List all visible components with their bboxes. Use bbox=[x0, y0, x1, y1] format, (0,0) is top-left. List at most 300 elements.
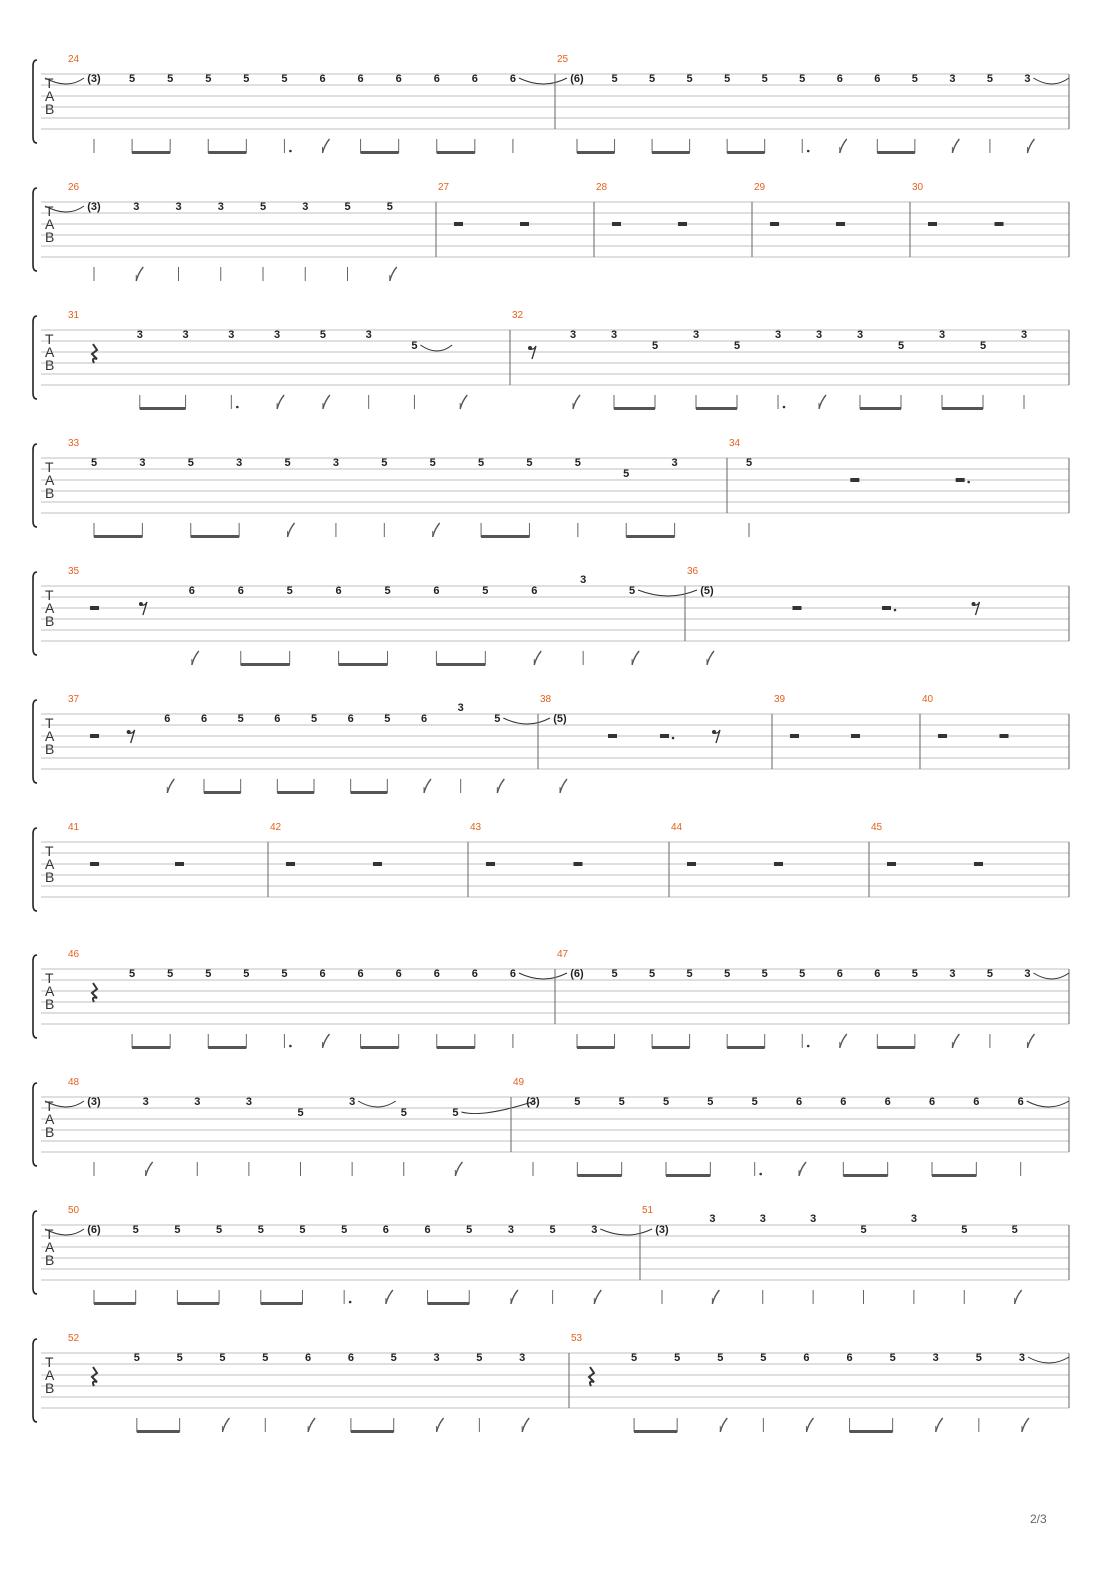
beam bbox=[437, 1046, 475, 1049]
tab-clef-letter: T bbox=[45, 75, 54, 91]
fret-number: 3 bbox=[142, 1096, 149, 1108]
tab-clef-letter: A bbox=[45, 600, 55, 616]
beam bbox=[932, 1174, 976, 1177]
beam bbox=[652, 1046, 690, 1049]
fret-number: 6 bbox=[395, 73, 402, 85]
tie-arc bbox=[600, 1229, 652, 1235]
system-bracket bbox=[33, 572, 37, 655]
fret-number: 3 bbox=[194, 1096, 201, 1108]
tie-arc bbox=[1028, 1357, 1069, 1363]
beam bbox=[140, 407, 186, 410]
fret-number: 6 bbox=[395, 968, 402, 980]
fret-number: 5 bbox=[751, 1096, 758, 1108]
beam bbox=[94, 535, 142, 538]
eighth-flag bbox=[522, 1418, 529, 1432]
fret-number: 5 bbox=[381, 457, 388, 469]
duration-dot bbox=[783, 406, 786, 409]
fret-number: 5 bbox=[618, 1096, 625, 1108]
tie-arc bbox=[503, 718, 550, 724]
tab-clef-letter: B bbox=[45, 1252, 55, 1268]
fret-number: 5 bbox=[176, 1352, 183, 1364]
half-rest bbox=[995, 222, 1004, 226]
half-rest bbox=[1000, 734, 1009, 738]
fret-number: 5 bbox=[911, 73, 918, 85]
fret-number: 5 bbox=[482, 585, 489, 597]
tab-clef-letter: T bbox=[45, 1354, 54, 1370]
beam bbox=[208, 151, 246, 154]
fret-number: 3 bbox=[457, 702, 464, 714]
fret-number: 5 bbox=[986, 73, 993, 85]
fret-number: 5 bbox=[284, 457, 291, 469]
fret-number: 3 bbox=[365, 329, 372, 341]
tab-clef-letter: B bbox=[45, 869, 55, 885]
eighth-flag bbox=[424, 779, 431, 793]
fret-number: 5 bbox=[662, 1096, 670, 1108]
fret-number: 5 bbox=[466, 1224, 473, 1236]
fret-number: 3 bbox=[692, 329, 700, 341]
fret-number: 5 bbox=[478, 457, 485, 469]
fret-number: 5 bbox=[187, 457, 194, 469]
beam bbox=[727, 151, 765, 154]
beam bbox=[634, 1430, 677, 1433]
fret-number: 6 bbox=[836, 73, 843, 85]
fret-number: 5 bbox=[90, 457, 98, 469]
fret-number: 5 bbox=[259, 201, 267, 213]
fret-number: 5 bbox=[319, 329, 326, 341]
bar-number: 30 bbox=[912, 182, 924, 193]
fret-number: 6 bbox=[433, 968, 440, 980]
fret-number: 5 bbox=[452, 1107, 459, 1119]
eighth-flag bbox=[323, 1034, 330, 1048]
eighth-flag bbox=[455, 1162, 462, 1176]
tab-clef-letter: B bbox=[45, 485, 55, 501]
fret-number: 5 bbox=[257, 1224, 264, 1236]
bar-number: 24 bbox=[68, 54, 80, 65]
bar-number: 41 bbox=[68, 822, 80, 833]
fret-number: 6 bbox=[357, 73, 364, 85]
fret-number: 3 bbox=[932, 1352, 939, 1364]
fret-number: 5 bbox=[574, 1096, 581, 1108]
fret-number: 6 bbox=[357, 968, 364, 980]
eighth-flag bbox=[146, 1162, 153, 1176]
beam bbox=[481, 535, 529, 538]
fret-number: 6 bbox=[531, 585, 538, 597]
fret-number: 5 bbox=[574, 457, 581, 469]
bar-number: 28 bbox=[596, 182, 608, 193]
bar-number: 35 bbox=[68, 566, 80, 577]
beam bbox=[652, 151, 690, 154]
tab-clef-letter: B bbox=[45, 613, 55, 629]
eighth-flag bbox=[136, 267, 143, 281]
fret-number: 5 bbox=[611, 73, 618, 85]
fret-number: 6 bbox=[509, 968, 516, 980]
tab-clef-letter: A bbox=[45, 216, 55, 232]
eighth-flag bbox=[288, 523, 295, 537]
half-rest bbox=[974, 862, 983, 866]
tie-arc bbox=[519, 78, 567, 84]
bar-number: 47 bbox=[557, 949, 569, 960]
fret-number: 6 bbox=[164, 713, 171, 725]
beam bbox=[428, 1302, 470, 1305]
half-rest bbox=[660, 734, 669, 738]
half-rest bbox=[851, 734, 860, 738]
fret-number: 5 bbox=[286, 585, 293, 597]
fret-number: 6 bbox=[319, 73, 326, 85]
half-rest bbox=[956, 478, 965, 482]
fret-number: 3 bbox=[910, 1213, 917, 1225]
system-bracket bbox=[33, 1083, 37, 1166]
fret-number: 5 bbox=[133, 1352, 140, 1364]
quarter-rest bbox=[589, 1367, 594, 1386]
tab-clef-letter: T bbox=[45, 715, 54, 731]
fret-number: 6 bbox=[420, 713, 428, 725]
fret-number: 5 bbox=[799, 73, 806, 85]
fret-number: 5 bbox=[897, 340, 905, 352]
quarter-rest bbox=[92, 983, 97, 1002]
bar-number: 38 bbox=[540, 694, 552, 705]
half-rest bbox=[687, 862, 696, 866]
eighth-flag bbox=[560, 779, 567, 793]
fret-number: 6 bbox=[840, 1096, 847, 1108]
tab-clef-letter: A bbox=[45, 472, 55, 488]
half-rest bbox=[790, 734, 799, 738]
tab-clef-letter: T bbox=[45, 587, 54, 603]
fret-number: 3 bbox=[182, 329, 189, 341]
beam bbox=[137, 1430, 180, 1433]
system-bracket bbox=[33, 700, 37, 783]
rest-dot bbox=[672, 737, 675, 740]
tab-clef-letter: A bbox=[45, 1367, 55, 1383]
fret-number: 6 bbox=[795, 1096, 803, 1108]
duration-dot bbox=[349, 1301, 352, 1304]
fret-number: 6 bbox=[319, 968, 326, 980]
fret-number: 3 bbox=[759, 1213, 766, 1225]
bar-number: 26 bbox=[68, 182, 80, 193]
eighth-flag bbox=[707, 651, 714, 665]
fret-number: 3 bbox=[938, 329, 946, 341]
tab-clef-letter: B bbox=[45, 1124, 55, 1140]
fret-number: 3 bbox=[139, 457, 146, 469]
beam bbox=[361, 1046, 399, 1049]
tie-arc bbox=[1033, 78, 1069, 84]
fret-number: 5 bbox=[310, 713, 318, 725]
page-number: 2/3 bbox=[1030, 1512, 1047, 1526]
bar-number: 52 bbox=[68, 1333, 80, 1344]
bar-number: 50 bbox=[68, 1205, 80, 1216]
duration-dot bbox=[759, 1173, 762, 1176]
fret-number: 5 bbox=[476, 1352, 483, 1364]
fret-number: 5 bbox=[494, 713, 501, 725]
system-bracket bbox=[33, 955, 37, 1038]
fret-number: 5 bbox=[649, 73, 656, 85]
fret-number: 6 bbox=[237, 585, 244, 597]
fret-number: 5 bbox=[799, 968, 806, 980]
fret-number: (3) bbox=[87, 1096, 101, 1108]
beam bbox=[942, 407, 983, 410]
fret-number: 5 bbox=[132, 1224, 139, 1236]
tab-clef-letter: A bbox=[45, 728, 55, 744]
bar-number: 29 bbox=[754, 182, 766, 193]
eighth-flag bbox=[437, 1418, 444, 1432]
half-rest bbox=[90, 606, 99, 610]
fret-number: 3 bbox=[228, 329, 235, 341]
half-rest bbox=[938, 734, 947, 738]
beam bbox=[208, 1046, 246, 1049]
fret-number: 5 bbox=[390, 1352, 397, 1364]
tie-arc bbox=[358, 1101, 396, 1107]
fret-number: 5 bbox=[243, 968, 250, 980]
half-rest bbox=[486, 862, 495, 866]
fret-number: (3) bbox=[655, 1224, 669, 1236]
fret-number: 3 bbox=[217, 201, 224, 213]
bar-number: 34 bbox=[729, 438, 741, 449]
fret-number: 5 bbox=[344, 201, 351, 213]
fret-number: 3 bbox=[591, 1224, 598, 1236]
fret-number: 5 bbox=[724, 73, 731, 85]
eighth-flag bbox=[952, 1034, 959, 1048]
fret-number: 6 bbox=[509, 73, 516, 85]
half-rest bbox=[774, 862, 783, 866]
system-bracket bbox=[33, 1211, 37, 1294]
fret-number: 5 bbox=[651, 340, 659, 352]
beam bbox=[94, 1302, 136, 1305]
fret-number: 6 bbox=[424, 1224, 431, 1236]
system-bracket bbox=[33, 188, 37, 271]
half-rest bbox=[608, 734, 617, 738]
fret-number: 5 bbox=[386, 201, 393, 213]
eighth-flag bbox=[390, 267, 397, 281]
fret-number: 3 bbox=[671, 457, 678, 469]
fret-number: 5 bbox=[733, 340, 741, 352]
fret-number: 6 bbox=[382, 1224, 389, 1236]
half-rest bbox=[850, 478, 859, 482]
fret-number: 5 bbox=[649, 968, 656, 980]
beam bbox=[577, 1174, 621, 1177]
beam bbox=[843, 1174, 887, 1177]
beam bbox=[626, 535, 674, 538]
bar-number: 43 bbox=[470, 822, 482, 833]
fret-number: 5 bbox=[629, 585, 636, 597]
rest-dot bbox=[967, 481, 970, 484]
fret-number: (3) bbox=[87, 201, 101, 213]
fret-number: 5 bbox=[911, 968, 918, 980]
tab-clef-letter: T bbox=[45, 331, 54, 347]
bar-number: 53 bbox=[571, 1333, 583, 1344]
eighth-flag bbox=[799, 1162, 806, 1176]
fret-number: 5 bbox=[400, 1107, 407, 1119]
bar-number: 44 bbox=[671, 822, 683, 833]
eighth-flag bbox=[936, 1418, 943, 1432]
fret-number: 3 bbox=[175, 201, 182, 213]
fret-number: 5 bbox=[961, 1224, 968, 1236]
beam bbox=[177, 1302, 219, 1305]
fret-number: 6 bbox=[433, 73, 440, 85]
fret-number: 6 bbox=[305, 1352, 312, 1364]
fret-number: 6 bbox=[874, 73, 881, 85]
duration-dot bbox=[236, 406, 239, 409]
tab-clef-letter: A bbox=[45, 1111, 55, 1127]
tie-arc bbox=[519, 973, 567, 979]
fret-number: 3 bbox=[1018, 1352, 1025, 1364]
fret-number: 5 bbox=[760, 1352, 767, 1364]
eighth-flag bbox=[308, 1418, 315, 1432]
fret-number: 3 bbox=[136, 329, 143, 341]
fret-number: 5 bbox=[219, 1352, 226, 1364]
beam bbox=[241, 663, 290, 666]
fret-number: (6) bbox=[570, 73, 584, 85]
eighth-flag bbox=[222, 1418, 229, 1432]
fret-number: 5 bbox=[262, 1352, 269, 1364]
eighth-flag bbox=[1015, 1290, 1022, 1304]
fret-number: 5 bbox=[216, 1224, 223, 1236]
system-bracket bbox=[33, 1339, 37, 1422]
fret-number: 6 bbox=[973, 1096, 980, 1108]
fret-number: 5 bbox=[975, 1352, 982, 1364]
fret-number: 3 bbox=[569, 329, 577, 341]
tab-clef-letter: A bbox=[45, 344, 55, 360]
beam bbox=[351, 791, 388, 794]
beam bbox=[436, 663, 485, 666]
eighth-flag bbox=[323, 395, 330, 409]
eighth-flag bbox=[840, 139, 847, 153]
beam bbox=[666, 1174, 710, 1177]
beam bbox=[339, 663, 388, 666]
fret-number: 5 bbox=[341, 1224, 348, 1236]
fret-number: 5 bbox=[986, 968, 993, 980]
half-rest bbox=[928, 222, 937, 226]
fret-number: (6) bbox=[570, 968, 584, 980]
fret-number: (5) bbox=[700, 585, 714, 597]
bar-number: 31 bbox=[68, 310, 80, 321]
fret-number: 6 bbox=[928, 1096, 936, 1108]
tab-clef-letter: T bbox=[45, 970, 54, 986]
fret-number: 5 bbox=[384, 713, 391, 725]
fret-number: 5 bbox=[889, 1352, 896, 1364]
eighth-flag bbox=[1027, 1034, 1034, 1048]
fret-number: 3 bbox=[949, 73, 956, 85]
fret-number: 5 bbox=[761, 968, 768, 980]
fret-number: 5 bbox=[724, 968, 731, 980]
fret-number: 5 bbox=[297, 1107, 304, 1119]
duration-dot bbox=[289, 1045, 292, 1048]
fret-number: 5 bbox=[167, 968, 174, 980]
fret-number: 3 bbox=[332, 457, 339, 469]
tab-clef-letter: T bbox=[45, 1226, 54, 1242]
half-rest bbox=[175, 862, 184, 866]
fret-number: 6 bbox=[274, 713, 281, 725]
half-rest bbox=[770, 222, 779, 226]
eighth-flag bbox=[460, 395, 467, 409]
half-rest bbox=[887, 862, 896, 866]
tab-clef-letter: B bbox=[45, 996, 55, 1012]
fret-number: 5 bbox=[129, 73, 136, 85]
eighth-flag bbox=[433, 523, 440, 537]
bar-number: 32 bbox=[512, 310, 524, 321]
eighth-flag bbox=[819, 395, 826, 409]
fret-number: 5 bbox=[674, 1352, 681, 1364]
fret-number: 6 bbox=[347, 1352, 354, 1364]
fret-number: 6 bbox=[803, 1352, 810, 1364]
fret-number: 5 bbox=[745, 457, 753, 469]
fret-number: 5 bbox=[205, 73, 212, 85]
half-rest bbox=[574, 862, 583, 866]
beam bbox=[361, 151, 399, 154]
bar-number: 42 bbox=[270, 822, 282, 833]
quarter-rest bbox=[92, 1367, 97, 1386]
beam bbox=[850, 1430, 893, 1433]
tie-arc bbox=[638, 590, 697, 596]
fret-number: 5 bbox=[623, 468, 630, 480]
fret-number: 3 bbox=[507, 1224, 514, 1236]
system-bracket bbox=[33, 444, 37, 527]
tie-arc bbox=[420, 345, 452, 351]
bar-number: 37 bbox=[68, 694, 80, 705]
beam bbox=[261, 1302, 303, 1305]
fret-number: 3 bbox=[580, 574, 587, 586]
fret-number: 3 bbox=[236, 457, 243, 469]
fret-number: 3 bbox=[133, 201, 140, 213]
quarter-rest bbox=[92, 344, 97, 363]
duration-dot bbox=[807, 1045, 810, 1048]
eighth-flag bbox=[167, 779, 174, 793]
fret-number: 5 bbox=[129, 968, 136, 980]
fret-number: 3 bbox=[433, 1352, 440, 1364]
bar-number: 45 bbox=[871, 822, 883, 833]
fret-number: 5 bbox=[205, 968, 212, 980]
system-bracket bbox=[33, 316, 37, 399]
half-rest bbox=[793, 606, 802, 610]
fret-number: (6) bbox=[87, 1224, 101, 1236]
fret-number: 6 bbox=[836, 968, 843, 980]
fret-number: 5 bbox=[761, 73, 768, 85]
bar-number: 49 bbox=[513, 1077, 525, 1088]
half-rest bbox=[90, 734, 99, 738]
fret-number: 5 bbox=[979, 340, 987, 352]
eighth-flag bbox=[806, 1418, 813, 1432]
bar-number: 48 bbox=[68, 1077, 80, 1088]
bar-number: 33 bbox=[68, 438, 80, 449]
fret-number: (3) bbox=[87, 73, 101, 85]
fret-number: 3 bbox=[274, 329, 281, 341]
tab-clef-letter: A bbox=[45, 1239, 55, 1255]
tab-clef-letter: B bbox=[45, 229, 55, 245]
beam bbox=[877, 151, 915, 154]
fret-number: 5 bbox=[707, 1096, 714, 1108]
beam bbox=[696, 407, 737, 410]
tab-clef-letter: T bbox=[45, 1098, 54, 1114]
eighth-flag bbox=[511, 1290, 518, 1304]
rest-dot bbox=[894, 609, 897, 612]
fret-number: 6 bbox=[471, 968, 478, 980]
bar-number: 27 bbox=[438, 182, 450, 193]
tie-arc bbox=[1033, 973, 1069, 979]
fret-number: 5 bbox=[686, 968, 693, 980]
half-rest bbox=[373, 862, 382, 866]
tab-clef-letter: T bbox=[45, 203, 54, 219]
eighth-flag bbox=[497, 779, 504, 793]
fret-number: 3 bbox=[302, 201, 309, 213]
tab-clef-letter: T bbox=[45, 843, 54, 859]
bar-number: 39 bbox=[774, 694, 786, 705]
beam bbox=[577, 151, 615, 154]
tab-clef-letter: A bbox=[45, 856, 55, 872]
half-rest bbox=[678, 222, 687, 226]
fret-number: 6 bbox=[471, 73, 478, 85]
fret-number: 3 bbox=[1020, 329, 1028, 341]
fret-number: 3 bbox=[349, 1096, 356, 1108]
fret-number: 5 bbox=[384, 585, 391, 597]
beam bbox=[351, 1430, 394, 1433]
